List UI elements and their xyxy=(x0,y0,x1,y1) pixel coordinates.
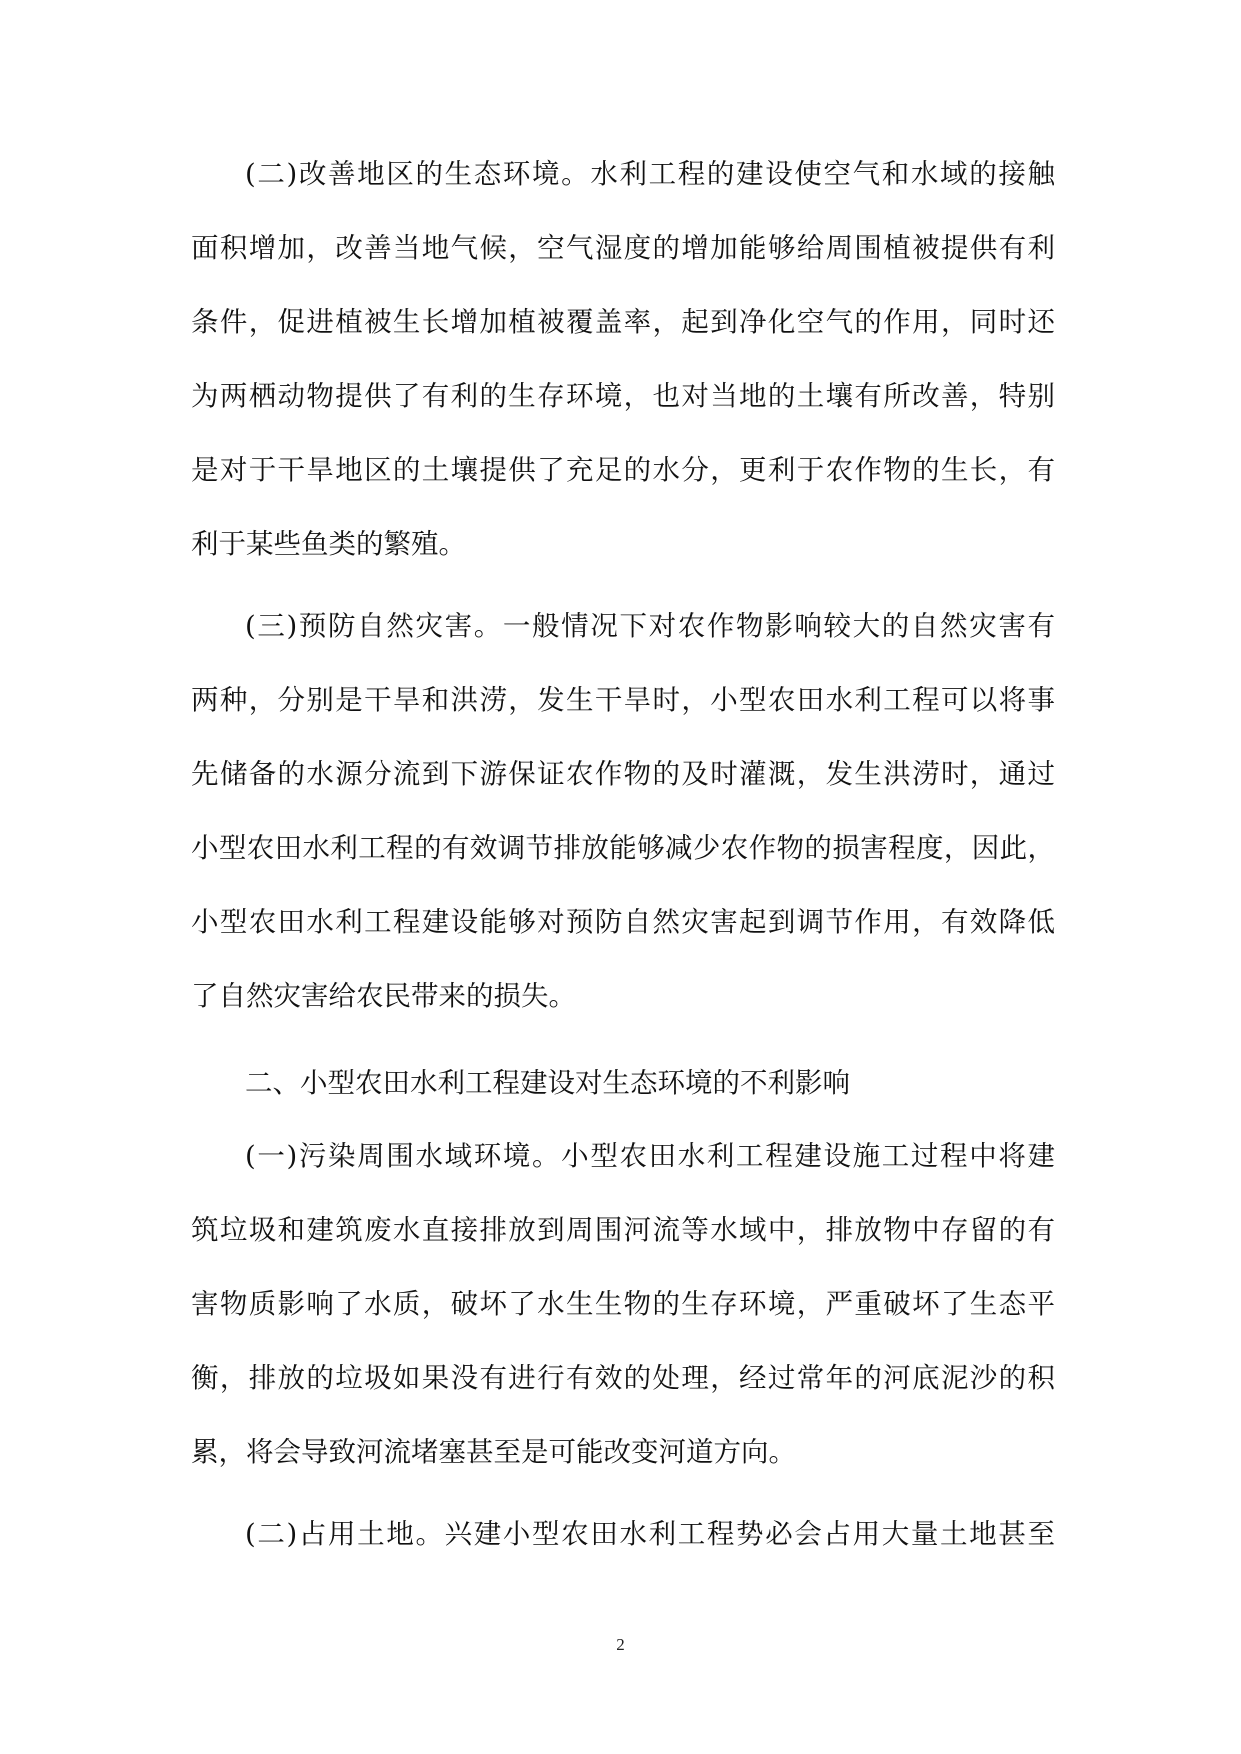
paragraph-disaster-prevention xyxy=(191,589,1055,1033)
text-line: 两种，分别是干旱和洪涝，发生干旱时，小型农田水利工程可以将事 xyxy=(191,684,1055,716)
text-line: (三)预防自然灾害。一般情况下对农作物影响较大的自然灾害有 xyxy=(245,610,1055,642)
text-line: 筑垃圾和建筑废水直接排放到周围河流等水域中，排放物中存留的有 xyxy=(191,1214,1055,1246)
text-line: (二)占用土地。兴建小型农田水利工程势必会占用大量土地甚至 xyxy=(245,1518,1055,1550)
text-line: (一)污染周围水域环境。小型农田水利工程建设施工过程中将建 xyxy=(245,1140,1055,1172)
page-number: 2 xyxy=(616,1635,625,1654)
heading-line: 二、小型农田水利工程建设对生态环境的不利影响 xyxy=(245,1067,850,1099)
text-line: 面积增加，改善当地气候，空气湿度的增加能够给周围植被提供有利 xyxy=(191,232,1055,264)
text-line: (二)改善地区的生态环境。水利工程的建设使空气和水域的接触 xyxy=(245,158,1055,190)
section-heading xyxy=(191,1046,1055,1120)
text-line: 为两栖动物提供了有利的生存环境，也对当地的土壤有所改善，特别 xyxy=(191,380,1055,412)
text-line: 累，将会导致河流堵塞甚至是可能改变河道方向。 xyxy=(191,1436,796,1468)
text-line: 先储备的水源分流到下游保证农作物的及时灌溉，发生洪涝时，通过 xyxy=(191,758,1055,790)
text-line: 小型农田水利工程建设能够对预防自然灾害起到调节作用，有效降低 xyxy=(191,906,1055,938)
text-line: 衡，排放的垃圾如果没有进行有效的处理，经过常年的河底泥沙的积 xyxy=(191,1362,1055,1394)
text-line: 害物质影响了水质，破坏了水生生物的生存环境，严重破坏了生态平 xyxy=(191,1288,1055,1320)
text-line: 利于某些鱼类的繁殖。 xyxy=(191,528,466,560)
paragraph-water-pollution xyxy=(191,1119,1055,1489)
text-line: 了自然灾害给农民带来的损失。 xyxy=(191,980,576,1012)
paragraph-land-occupation xyxy=(191,1497,1055,1571)
text-line: 是对于干旱地区的土壤提供了充足的水分，更利于农作物的生长，有 xyxy=(191,454,1055,486)
text-line: 小型农田水利工程的有效调节排放能够减少农作物的损害程度，因此， xyxy=(191,832,1055,864)
text-line: 条件，促进植被生长增加植被覆盖率，起到净化空气的作用，同时还 xyxy=(191,306,1055,338)
paragraph-ecological-improvement xyxy=(191,137,1055,581)
